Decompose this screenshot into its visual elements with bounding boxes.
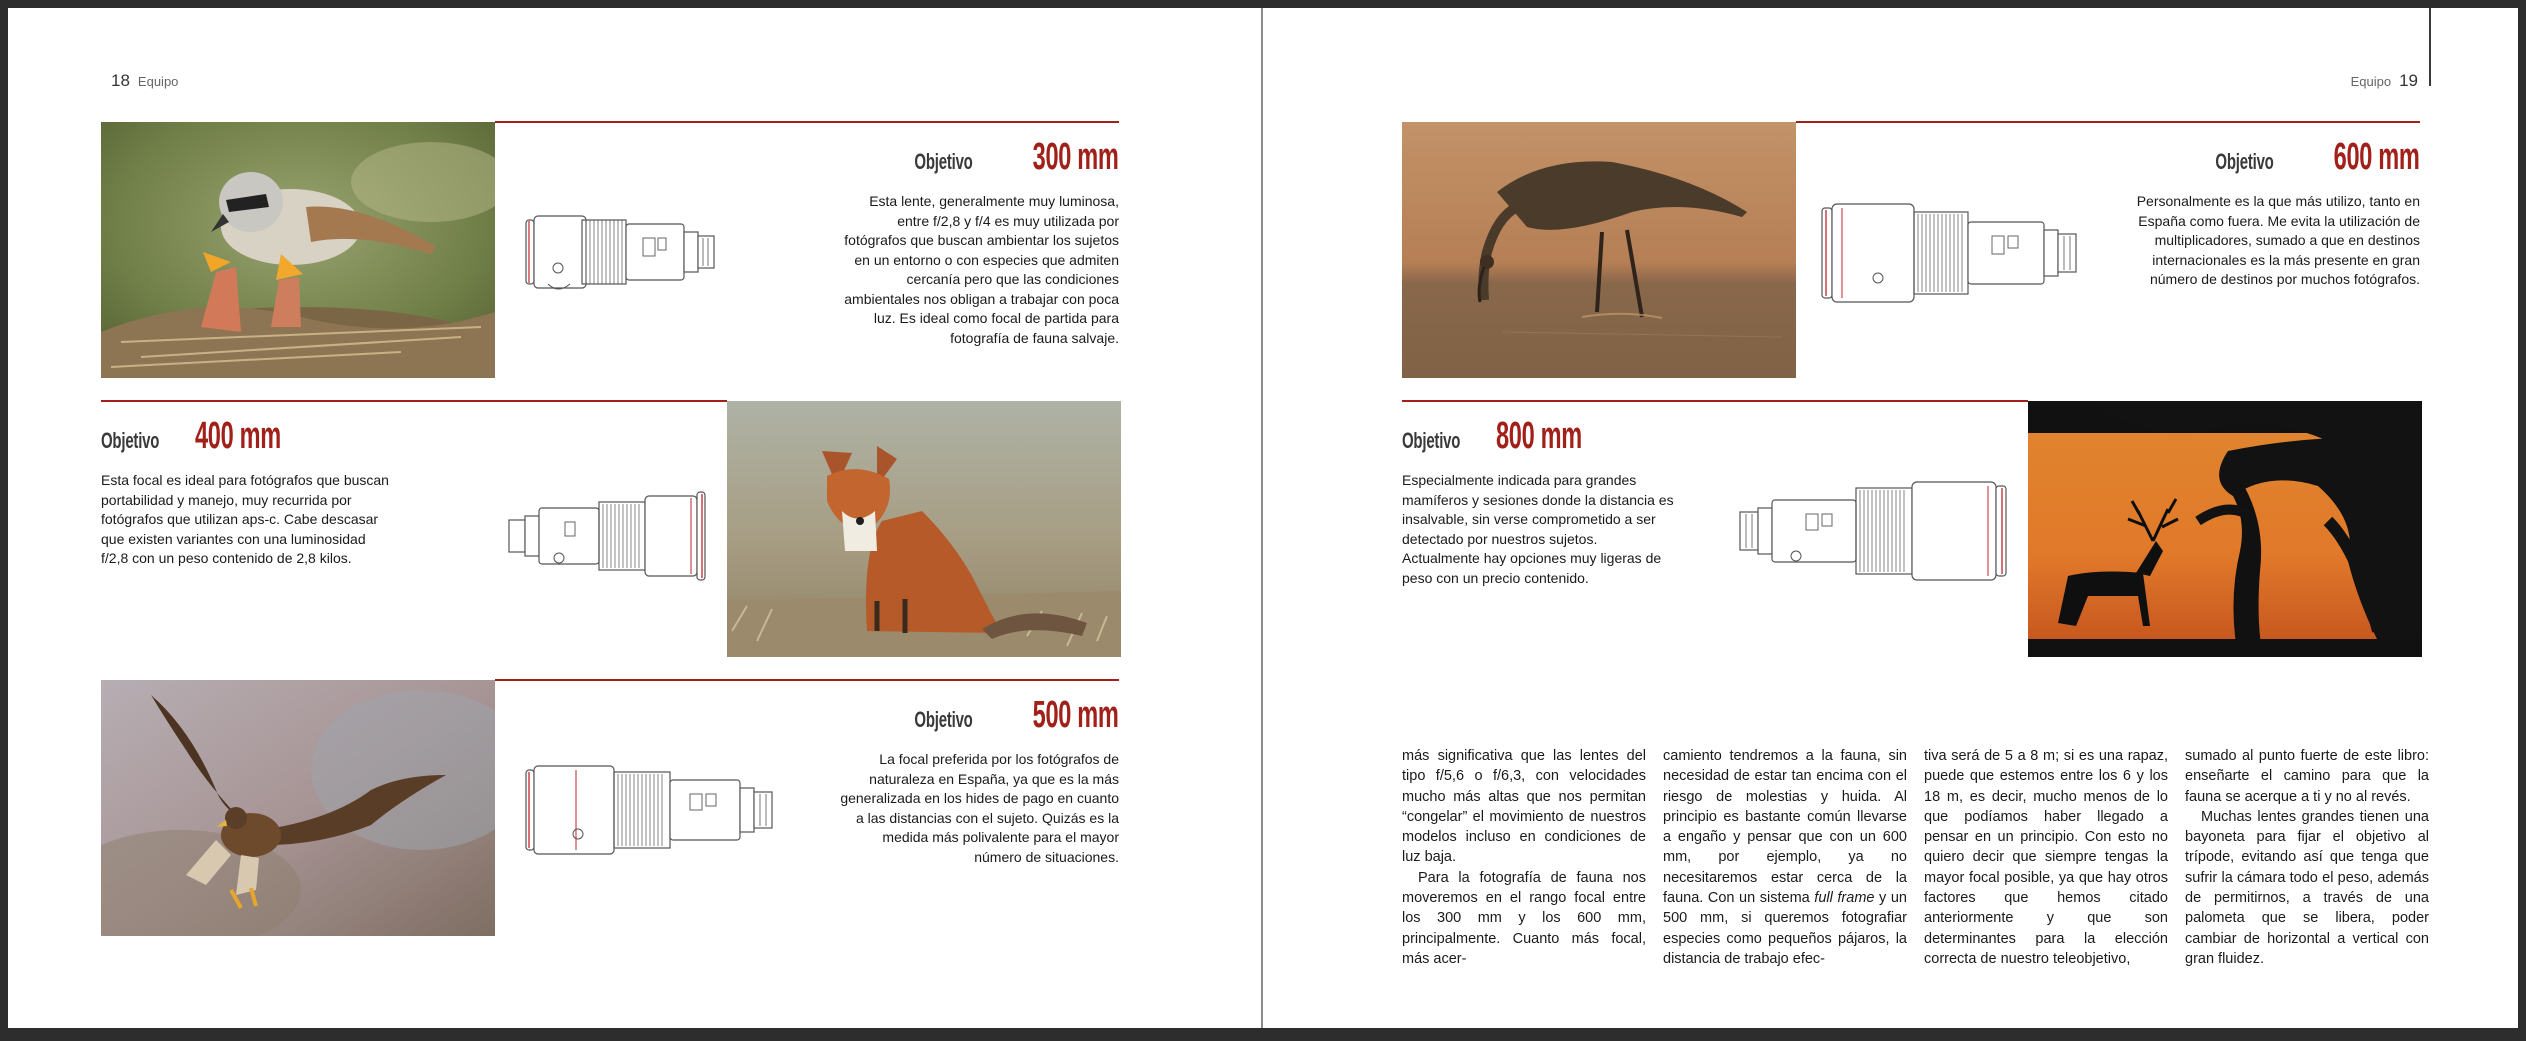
paragraph	[1663, 746, 1907, 969]
lens-heading	[2188, 136, 2420, 179]
paragraph: tiva será de 5 a 8 m; si es una rapaz, puede que estemos entre los 6 y los 18 m, es decir, mucho menos de lo que podíamos haber llegado a pensar en un principio. Con esto no quiero decir que siempre tengas la mayor focal posible, ya que hay otros factores que hemos citado anteriormente y que son determinantes para la elección correcta de nuestro teleobjetivo,	[1924, 748, 2168, 967]
paragraph: sumado al punto fuerte de este libro: enseñarte el camino para que la fauna se acerque a ti y no al revés.	[2185, 748, 2429, 805]
photo-buzzard-in-flight	[101, 680, 495, 936]
left-folio	[111, 71, 178, 91]
running-section: Equipo	[137, 74, 179, 89]
heading-label: Objetivo	[1402, 428, 1461, 453]
page-number: 19	[2399, 71, 2418, 90]
heading-focal: 600 mm	[2334, 136, 2420, 178]
page-number: 18	[111, 71, 130, 90]
lens-illustration	[1726, 476, 2016, 586]
heading-label: Objetivo	[914, 149, 973, 174]
lens-illustration	[518, 202, 723, 302]
lens-description: La focal preferida por los fotógrafos de naturaleza en España, ya que es la más generalizada en los hides de pago en cuanto a las distancias con el sujeto. Quizás es la medida más polivalente para el mayor número de situaciones.	[840, 751, 1119, 865]
body-column-3	[1924, 746, 2168, 969]
lens-heading	[887, 694, 1119, 737]
paragraph: Para la fotografía de fauna nos moveremos en el rango focal entre los 300 mm y los 600 mm, principalmente. Cuanto más focal, más acer-	[1402, 869, 1646, 967]
paragraph-text: y un 500 mm, si queremos fotografiar especies como pequeños pájaros, la distancia de trabajo efec-	[1663, 890, 1907, 967]
heading-focal: 500 mm	[1033, 694, 1119, 736]
right-page	[1263, 8, 2518, 1028]
lens-heading	[101, 415, 333, 458]
section-rule	[495, 679, 1119, 681]
photo-shrike-feeding-chicks	[101, 122, 495, 378]
lens-illustration	[1816, 198, 2096, 308]
lens-description: Esta focal es ideal para fotógrafos que buscan portabilidad y manejo, muy recurrida por fotógrafos que utilizan aps-c. Cabe descasar que existen variantes con una luminosidad f/2,8 con un peso contenido de 2,8 kilos.	[101, 472, 389, 566]
section-rule	[1796, 121, 2420, 123]
section-rule	[101, 400, 727, 402]
photo-deer-silhouette-sunset	[2028, 401, 2422, 657]
heading-focal: 400 mm	[194, 415, 281, 457]
photo-glossy-ibis-wading	[1402, 122, 1796, 378]
paragraph: más significativa que las lentes del tipo f/5,6 o f/6,3, con velocidades mucho más altas que nos permitan “congelar” el movimiento de nuestros modelos incluso en condiciones de luz baja.	[1402, 748, 1646, 866]
italic-term: full frame	[1814, 890, 1875, 907]
photo-red-fox-sitting	[727, 401, 1121, 657]
paragraph: Muchas lentes grandes tienen una bayoneta para fijar el objetivo al trípode, evitando así que tenga que sufrir la cámara todo el peso, además de permitirnos, a través de una palometa que se libera, poder cambiar de horizontal a vertical con gran fluidez.	[2185, 808, 2429, 967]
lens-description: Esta lente, generalmente muy luminosa, entre f/2,8 y f/4 es muy utilizada por fotógrafos que buscan ambientar los sujetos en un entorno o con especies que admiten cercanía pero que las condiciones ambientales nos obligan a trabajar con poca luz. Es ideal como focal de partida para fotografía de fauna salvaje.	[844, 193, 1119, 346]
heading-label: Objetivo	[101, 428, 160, 453]
paragraph-text: camiento tendremos a la fauna, sin necesidad de estar tan encima con el riesgo de molestias y huida. Al principio es bastante común llevarse a engaño y pensar que con un 600 mm, por ejemplo, ya no necesitaremos estar cerca de la fauna. Con un sistema	[1663, 748, 1907, 907]
left-page	[8, 8, 1261, 1028]
lens-description: Especialmente indicada para grandes mamíferos y sesiones donde la distancia es insalvable, sin verse comprometido a ser detectado por nuestros sujetos. Actualmente hay opciones muy ligeras de peso con un precio contenido.	[1402, 472, 1674, 586]
body-column-1	[1402, 746, 1646, 969]
body-column-4	[2185, 746, 2429, 969]
lens-illustration	[495, 486, 715, 586]
heading-label: Objetivo	[2215, 149, 2274, 174]
section-rule	[495, 121, 1119, 123]
running-section: Equipo	[2350, 74, 2392, 89]
body-column-2	[1663, 746, 1907, 969]
lens-illustration	[518, 760, 798, 860]
crop-mark	[2429, 8, 2431, 86]
lens-heading	[1402, 415, 1634, 458]
right-folio	[2351, 71, 2418, 91]
heading-focal: 800 mm	[1495, 415, 1582, 457]
lens-description: Personalmente es la que más utilizo, tanto en España como fuera. Me evita la utilización de multiplicadores, sumado a que en destinos internacionales es la más presente en gran número de destinos por muchos fotógrafos.	[2136, 193, 2420, 287]
heading-label: Objetivo	[914, 707, 973, 732]
section-rule	[1402, 400, 2028, 402]
lens-heading	[887, 136, 1119, 179]
heading-focal: 300 mm	[1033, 136, 1119, 178]
